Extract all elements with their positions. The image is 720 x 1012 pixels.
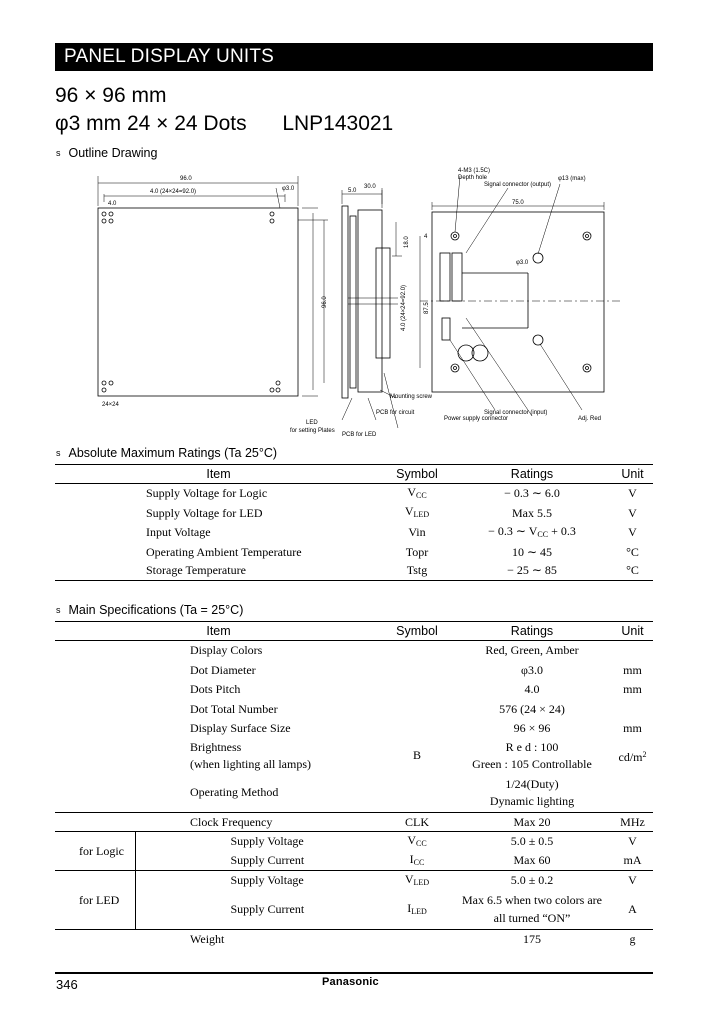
spec-item: Supply Current	[230, 902, 305, 917]
front-view-outline	[98, 208, 298, 396]
drawing-label-led: LED	[306, 420, 318, 426]
spec-rating: R e d : 100 Green : 105 Controllable	[472, 739, 592, 771]
spec-item: Brightness (when lighting all lamps)	[190, 739, 311, 771]
abs-unit: V	[628, 486, 637, 501]
abs-max-title: Absolute Maximum Ratings (Ta 25°C)	[68, 446, 278, 460]
abs-item: Input Voltage	[146, 525, 211, 539]
table-row	[55, 543, 653, 562]
drawing-label-4m3: 4-M3 (1.5C)	[458, 168, 491, 174]
table-row	[55, 738, 653, 774]
drawing-label-24x24: 24×24	[102, 402, 119, 408]
page-number: 346	[56, 977, 78, 992]
spec-unit: A	[628, 902, 637, 917]
spec-unit: $cd/m^2$	[618, 749, 647, 764]
model-number: LNP143021	[282, 112, 394, 135]
page-title: PANEL DISPLAY UNITS	[64, 46, 275, 67]
header-ratings: Ratings	[510, 623, 554, 638]
table-row	[55, 930, 653, 950]
main-spec-table	[55, 621, 653, 950]
header-symbol: Symbol	[396, 466, 438, 481]
abs-rating: Max 5.5	[512, 505, 552, 520]
drawing-label-side-pitch: 4.0 (24×24=92.0)	[401, 284, 407, 331]
spec-unit: MHz	[620, 814, 645, 829]
drawing-label-5: 5.0	[348, 188, 357, 194]
spec-item: Clock Frequency	[190, 814, 273, 829]
main-spec-section-title	[56, 603, 243, 617]
table-row	[55, 641, 653, 661]
abs-max-table	[55, 464, 653, 581]
spec-item: Supply Voltage	[230, 873, 304, 888]
spec-rating: φ3.0	[521, 662, 543, 677]
table-row	[55, 871, 653, 891]
main-spec-title: Main Specifications (Ta = 25°C)	[68, 603, 244, 617]
drawing-label-96: 96.0	[180, 176, 192, 182]
abs-item: Supply Voltage for LED	[146, 505, 263, 520]
spec-rating: Max 20	[513, 814, 551, 829]
section-bullet: s	[56, 448, 61, 458]
outline-drawing	[80, 158, 640, 448]
drawing-label-setting-plate: for setting Plates	[290, 428, 335, 434]
spec-rating: 4.0	[524, 682, 540, 696]
table-row	[55, 484, 653, 504]
group-logic: for Logic	[55, 832, 135, 871]
drawing-label-phi3: φ3.0	[282, 186, 295, 192]
table-row	[55, 680, 653, 700]
spec-item: Display Surface Size	[190, 720, 291, 735]
drawing-label-30: 30.0	[364, 184, 376, 190]
abs-max-section-title	[56, 446, 277, 460]
drawing-label-87: 87.5	[424, 302, 430, 314]
drawing-label-pcb-logic: PCB for circuit	[376, 410, 415, 416]
section-bullet: s	[56, 605, 61, 615]
spec-item: Dot Diameter	[190, 662, 256, 677]
section-bullet: s	[56, 148, 61, 158]
abs-symbol: $V_{LED}$	[404, 504, 430, 519]
abs-unit: V	[628, 505, 637, 520]
table-row	[55, 562, 653, 581]
drawing-label-18: 18.0	[404, 236, 410, 248]
dot-spec: φ3 mm 24 × 24 Dots	[55, 112, 247, 135]
spec-unit: V	[628, 834, 637, 849]
table-row	[55, 523, 653, 543]
abs-unit: V	[628, 525, 637, 539]
header-item: Item	[206, 623, 231, 638]
drawing-label-dia-small: φ3.0	[516, 260, 529, 266]
abs-max-header-row	[55, 465, 653, 484]
abs-symbol: Vin	[408, 525, 426, 539]
drawing-label-4: 4.0	[108, 201, 117, 207]
abs-rating: − 0.3 ∼ $V_{CC} + 0.3$	[488, 523, 576, 539]
drawing-label-mounting: Mounting screw	[390, 394, 433, 400]
drawing-label-dia: φ13 (max)	[558, 176, 586, 182]
spec-item: Supply Current	[230, 853, 305, 868]
spec-unit: mm	[623, 720, 642, 735]
header-ratings: Ratings	[510, 466, 554, 481]
abs-item: Storage Temperature	[146, 563, 246, 578]
spec-line	[55, 112, 393, 136]
drawing-label-75: 75.0	[512, 200, 524, 206]
table-row	[55, 813, 653, 832]
spec-rating: 5.0 ± 0.5	[510, 834, 554, 849]
size-line: 96 × 96 mm	[55, 84, 167, 107]
header-symbol: Symbol	[396, 623, 438, 638]
abs-rating: − 25 ∼ 85	[507, 563, 557, 578]
footer-divider	[55, 972, 653, 974]
brand-logo: Panasonic	[322, 976, 379, 988]
abs-unit: °C	[626, 563, 639, 578]
abs-symbol: Tstg	[406, 563, 428, 578]
header-item: Item	[206, 466, 231, 481]
spec-item: Operating Method	[190, 785, 279, 800]
abs-item: Supply Voltage for Logic	[146, 486, 268, 501]
header-bar	[55, 43, 653, 71]
spec-symbol: B	[412, 748, 421, 762]
spec-item: Weight	[190, 932, 225, 947]
drawing-label-pitch: 4.0 (24×24=92.0)	[150, 189, 197, 195]
spec-unit: mA	[623, 853, 642, 868]
abs-item: Operating Ambient Temperature	[146, 544, 302, 559]
outline-drawing-svg	[80, 158, 640, 448]
drawing-label-signal-in: Signal connector (input)	[484, 410, 548, 416]
table-row	[55, 700, 653, 719]
abs-rating: − 0.3 ∼ 6.0	[504, 486, 560, 501]
abs-symbol: Topr	[405, 544, 429, 559]
spec-rating: 1/24(Duty) Dynamic lighting	[489, 776, 575, 808]
spec-rating: 96 × 96	[513, 720, 551, 735]
spec-symbol: $V_{CC}$	[407, 832, 427, 848]
spec-item: Display Colors	[190, 643, 263, 658]
drawing-label-conn-out: Signal connector (output)	[484, 182, 552, 188]
spec-item: Dot Total Number	[190, 701, 278, 716]
spec-symbol: $I_{CC}$	[409, 851, 425, 867]
spec-rating: Max 60	[513, 853, 551, 868]
table-row	[55, 504, 653, 523]
drawing-label-adj: Adj. Red	[578, 416, 602, 422]
spec-symbol: $V_{LED}$	[404, 871, 430, 887]
drawing-label-depth: Depth hole	[458, 175, 488, 181]
spec-unit: V	[628, 873, 637, 888]
spec-rating: 576 (24 × 24)	[499, 701, 565, 716]
abs-symbol: $V_{CC}$	[407, 484, 427, 500]
spec-unit: mm	[623, 682, 642, 696]
table-row	[55, 852, 653, 871]
spec-unit: g	[629, 932, 636, 947]
outline-title: Outline Drawing	[68, 146, 158, 160]
drawing-label-96-side: 96.0	[322, 296, 328, 308]
main-header-row	[55, 622, 653, 641]
table-row	[55, 719, 653, 738]
table-row	[55, 832, 653, 852]
header-unit: Unit	[621, 466, 644, 481]
spec-item: Dots Pitch	[190, 682, 241, 696]
table-row	[55, 661, 653, 680]
spec-unit: mm	[623, 662, 642, 677]
drawing-label-power-conn: Power supply connector	[444, 416, 509, 422]
spec-symbol: $I_{LED}$	[407, 900, 427, 916]
spec-rating: 5.0 ± 0.2	[510, 873, 554, 888]
header-unit: Unit	[621, 623, 644, 638]
drawing-label-4-rear: 4	[424, 234, 428, 240]
spec-rating: 175	[523, 932, 541, 947]
abs-unit: °C	[626, 544, 639, 559]
table-row	[55, 891, 653, 930]
table-row	[55, 774, 653, 813]
group-led: for LED	[55, 871, 135, 930]
abs-rating: 10 ∼ 45	[511, 544, 553, 559]
spec-rating: Max 6.5 when two colors are all turned “ON”	[462, 893, 602, 926]
spec-symbol: CLK	[405, 814, 429, 829]
drawing-label-pcb-led: PCB for LED	[342, 432, 377, 438]
spec-item: Supply Voltage	[230, 834, 304, 849]
spec-rating: Red, Green, Amber	[485, 643, 579, 658]
